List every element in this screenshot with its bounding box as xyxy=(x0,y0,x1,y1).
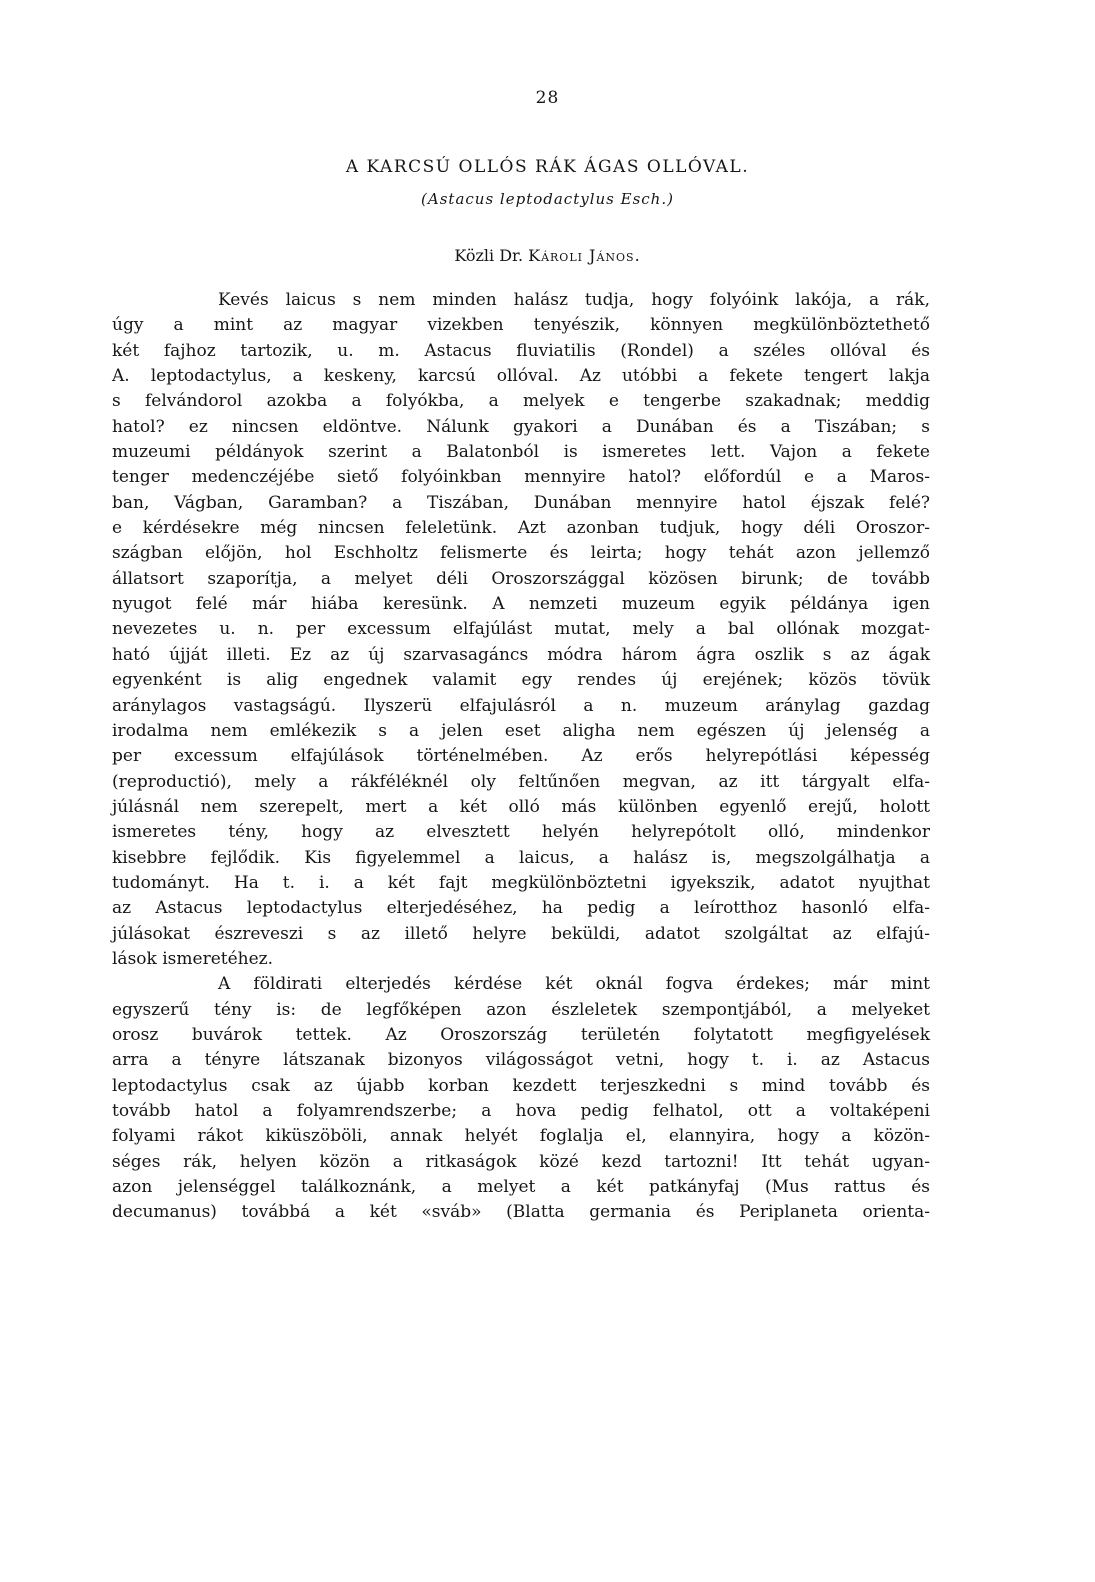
text-line: irodalma nem emlékezik s a jelen eset aligha nem egészen új jelenség a xyxy=(112,720,930,741)
paragraph-2 xyxy=(112,972,930,1225)
text-line: Kevés laicus s nem minden halász tudja, hogy folyóink lakója, a rák, xyxy=(218,290,930,310)
text-line: e kérdésekre még nincsen feleletünk. Azt azonban tudjuk, hogy déli Oroszor- xyxy=(112,518,930,539)
text-line: azon jelenséggel találkoznánk, a melyet a két patkányfaj (Mus rattus és xyxy=(112,1177,930,1198)
text-line: tovább hatol a folyamrendszerbe; a hova pedig felhatol, ott a voltaképeni xyxy=(112,1101,930,1121)
text-line: leptodactylus csak az újabb korban kezdett terjeszkedni s mind tovább és xyxy=(112,1075,930,1096)
text-line: hatol? ez nincsen eldöntve. Nálunk gyakori a Dunában és a Tiszában; s xyxy=(112,416,930,437)
article-author xyxy=(0,246,1095,265)
text-line: folyami rákot kiküszöböli, annak helyét foglalja el, elannyira, hogy a közön- xyxy=(112,1126,930,1147)
text-line: séges rák, helyen közön a ritkaságok közé kezd tartozni! Itt tehát ugyan- xyxy=(112,1151,930,1172)
text-line: aránylagos vastagságú. Ilyszerü elfajulásról a n. muzeum aránylag gazdag xyxy=(112,695,930,716)
text-line: muzeumi példányok szerint a Balatonból is ismeretes lett. Vajon a fekete xyxy=(112,442,930,463)
text-line: állatsort szaporítja, a melyet déli Oroszországgal közösen birunk; de tovább xyxy=(112,568,930,589)
text-line: decumanus) továbbá a két «sváb» (Blatta germania és Periplaneta orienta- xyxy=(112,1202,930,1223)
text-line: két fajhoz tartozik, u. m. Astacus fluviatilis (Rondel) a széles ollóval és xyxy=(112,340,930,361)
text-line: ban, Vágban, Garamban? a Tiszában, Dunában mennyire hatol éjszak felé? xyxy=(112,492,930,513)
article-body xyxy=(112,288,930,1226)
author-name: Károli János. xyxy=(528,246,641,265)
text-line: per excessum elfajúlások történelmében. Az erős helyrepótlási képesség xyxy=(112,746,930,767)
text-line: s felvándorol azokba a folyókba, a melyek e tengerbe szakadnak; meddig xyxy=(112,391,930,412)
text-line: (reproductió), mely a rákféléknél oly feltűnően megvan, az itt tárgyalt elfa- xyxy=(112,771,930,792)
text-line: A földirati elterjedés kérdése két oknál fogva érdekes; már mint xyxy=(218,974,930,995)
text-line: ismeretes tény, hogy az elvesztett helyén helyrepótolt olló, mindenkor xyxy=(112,822,930,843)
text-line: ható újját illeti. Ez az új szarvasagáncs módra három ágra oszlik s az ágak xyxy=(112,644,930,665)
text-line: nyugot felé már hiába keresünk. A nemzeti muzeum egyik példánya igen xyxy=(112,594,930,615)
text-line: arra a tényre látszanak bizonyos világosságot vetni, hogy t. i. az Astacus xyxy=(112,1050,930,1071)
text-line: egyenként is alig engednek valamit egy rendes új erejének; közös tövük xyxy=(112,670,930,691)
author-prefix: Közli Dr. xyxy=(454,246,524,265)
article-subtitle: (Astacus leptodactylus Esch.) xyxy=(421,190,674,208)
text-line: kisebbre fejlődik. Kis figyelemmel a laicus, a halász is, megszolgálhatja a xyxy=(112,847,930,868)
text-line: nevezetes u. n. per excessum elfajúlást mutat, mely a bal ollónak mozgat- xyxy=(112,619,930,640)
text-line: úgy a mint az magyar vizekben tenyészik, könnyen megkülönböztethető xyxy=(112,315,930,336)
paragraph-1 xyxy=(112,288,930,972)
text-line: tudományt. Ha t. i. a két fajt megkülönböztetni igyekszik, adatot nyujthat xyxy=(112,872,930,893)
text-line: tenger medenczéjébe siető folyóinkban mennyire hatol? előfordúl e a Maros- xyxy=(112,467,930,488)
page-number: 28 xyxy=(535,88,560,108)
text-line: A. leptodactylus, a keskeny, karcsú ollóval. Az utóbbi a fekete tengert lakja xyxy=(112,366,930,387)
text-line: júlásokat észreveszi s az illető helyre beküldi, adatot szolgáltat az elfajú- xyxy=(112,923,930,944)
text-line: az Astacus leptodactylus elterjedéséhez, ha pedig a leírotthoz hasonló elfa- xyxy=(112,898,930,919)
text-line: szágban előjön, hol Eschholtz felismerte és leirta; hogy tehát azon jellemző xyxy=(112,543,930,564)
text-line: egyszerű tény is: de legfőképen azon észleletek szempontjából, a melyeket xyxy=(112,999,930,1020)
text-line: lások ismeretéhez. xyxy=(112,948,274,969)
text-line: orosz buvárok tettek. Az Oroszország területén folytatott megfigyelések xyxy=(112,1024,930,1045)
text-line: júlásnál nem szerepelt, mert a két olló más különben egyenlő erejű, holott xyxy=(112,796,930,817)
article-title: A KARCSÚ OLLÓS RÁK ÁGAS OLLÓVAL. xyxy=(345,157,750,177)
